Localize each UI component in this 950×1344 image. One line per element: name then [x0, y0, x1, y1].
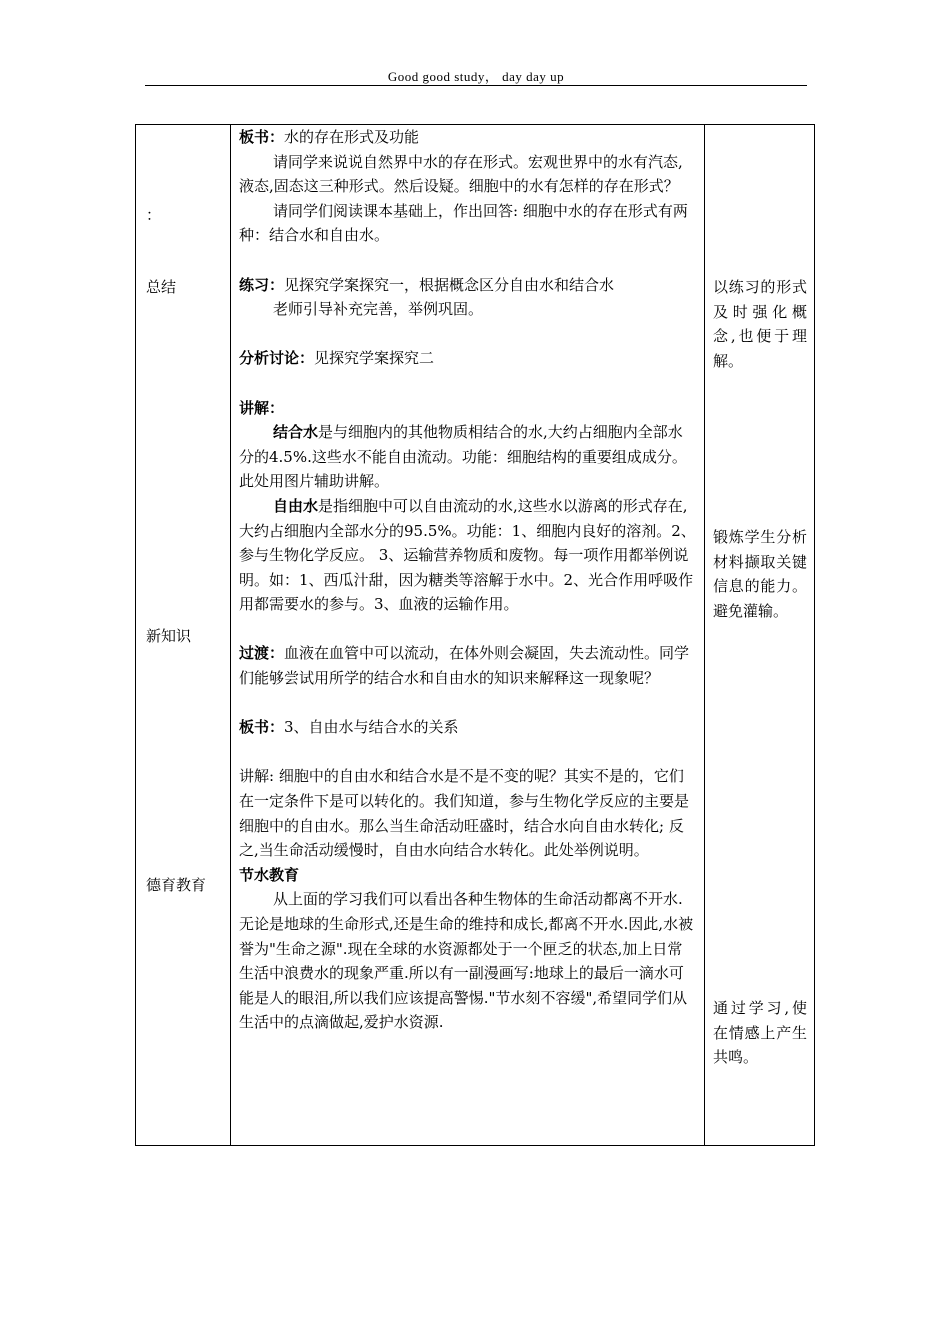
- lesson-content: [239, 125, 697, 1035]
- column-divider: [230, 125, 231, 1145]
- paragraph-intro: 请同学来说说自然界中水的存在形式。宏观世界中的水有汽态,液态,固态这三种形式。然后设疑。细胞中的水有怎样的存在形式？: [239, 152, 683, 196]
- new-knowledge-label: 新知识: [146, 627, 192, 645]
- explain-heading: [239, 396, 697, 421]
- lesson-table: [135, 124, 815, 1146]
- explain-label: 讲解：: [239, 398, 285, 417]
- transition-paragraph: [239, 641, 697, 690]
- moral-education-label: 德育教育: [146, 876, 207, 894]
- practice-text: 见探究学案探究一，根据概念区分自由水和结合水: [284, 275, 615, 294]
- paragraph-answer: 请同学们阅读课本基础上，作出回答: 细胞中水的存在形式有两种：结合水和自由水。: [239, 201, 688, 245]
- water-saving-paragraph: 从上面的学习我们可以看出各种生物体的生命活动都离不开水.无论是地球的生命形式,还是生命的维持和成长,都离不开水.因此,水被誉为"生命之源".现在全球的水资源都处于一个匣乏的状态,加上日常生活中浪费水的现象严重.所以有一副漫画写:地球上的最后一滴水可能是人的眼泪,所以我们应该提高警惕."节水刻不容缓",希望同学们从生活中的点滴做起,爱护水资源.: [239, 890, 694, 1032]
- board-label: 板书：: [239, 718, 285, 737]
- board-heading-2: [239, 715, 697, 740]
- practice-followup: 老师引导补充完善，举例巩固。: [273, 300, 484, 319]
- practice-line: [239, 273, 697, 298]
- practice-label: 练习：: [239, 275, 285, 294]
- explain-paragraph-2: 讲解: 细胞中的自由水和结合水是不是不变的呢？其实不是的，它们在一定条件下是可以转化的。我们知道，参与生物化学反应的主要是细胞中的自由水。那么当生命活动旺盛时，结合水向自由水转化; 反之,当生命活动缓慢时，自由水向结合水转化。此处举例说明。: [239, 767, 690, 860]
- colon-label: ：: [146, 206, 162, 224]
- design-note-analysis: 锻炼学生分析材料撷取关键信息的能力。避免灌输。: [713, 528, 807, 620]
- transition-label: 过渡：: [239, 644, 285, 663]
- transition-text: 血液在血管中可以流动，在体外则会凝固，失去流动性。同学们能够尝试用所学的结合水和自由水的知识来解释这一现象呢？: [239, 644, 690, 688]
- header-divider: [145, 85, 807, 86]
- page-header: Good good study， day day up: [387, 69, 565, 84]
- bound-water-term: 结合水: [273, 423, 319, 442]
- free-water-term: 自由水: [273, 496, 319, 515]
- bound-water-text: 是与细胞内的其他物质相结合的水,大约占细胞内全部水分的4.5%.这些水不能自由流动。功能：细胞结构的重要组成成分。此处用图片辅助讲解。: [239, 423, 687, 491]
- board-text: 水的存在形式及功能: [284, 128, 420, 146]
- column-divider: [704, 125, 705, 1145]
- free-water-text: 是指细胞中可以自由流动的水,这些水以游离的形式存在,大约占细胞内全部水分的95.5%。功能：1、细胞内良好的溶剂。2、参与生物化学反应。 3、运输营养物质和废物。每一项作用都举例说明。如：1、西瓜汁甜，因为糖类等溶解于水中。2、光合作用呼吸作用都需要水的参与。3、血液的运输作用。: [239, 496, 696, 614]
- summary-label: 总结: [146, 278, 177, 296]
- design-note-emotion: 通过学习,使在情感上产生共鸣。: [713, 999, 807, 1067]
- bound-water-paragraph: [239, 420, 697, 494]
- board-label: 板书：: [239, 128, 285, 146]
- discussion-text: 见探究学案探究二: [314, 349, 435, 368]
- discussion-label: 分析讨论：: [239, 349, 315, 368]
- water-saving-label: 节水教育: [239, 865, 300, 884]
- board-text: 3、自由水与结合水的关系: [284, 718, 459, 737]
- design-note-practice: 以练习的形式及时强化概念,也便于理解。: [713, 278, 807, 370]
- discussion-line: [239, 346, 697, 371]
- free-water-paragraph: [239, 494, 697, 617]
- water-saving-heading: [239, 863, 697, 888]
- board-heading-1: [239, 125, 697, 150]
